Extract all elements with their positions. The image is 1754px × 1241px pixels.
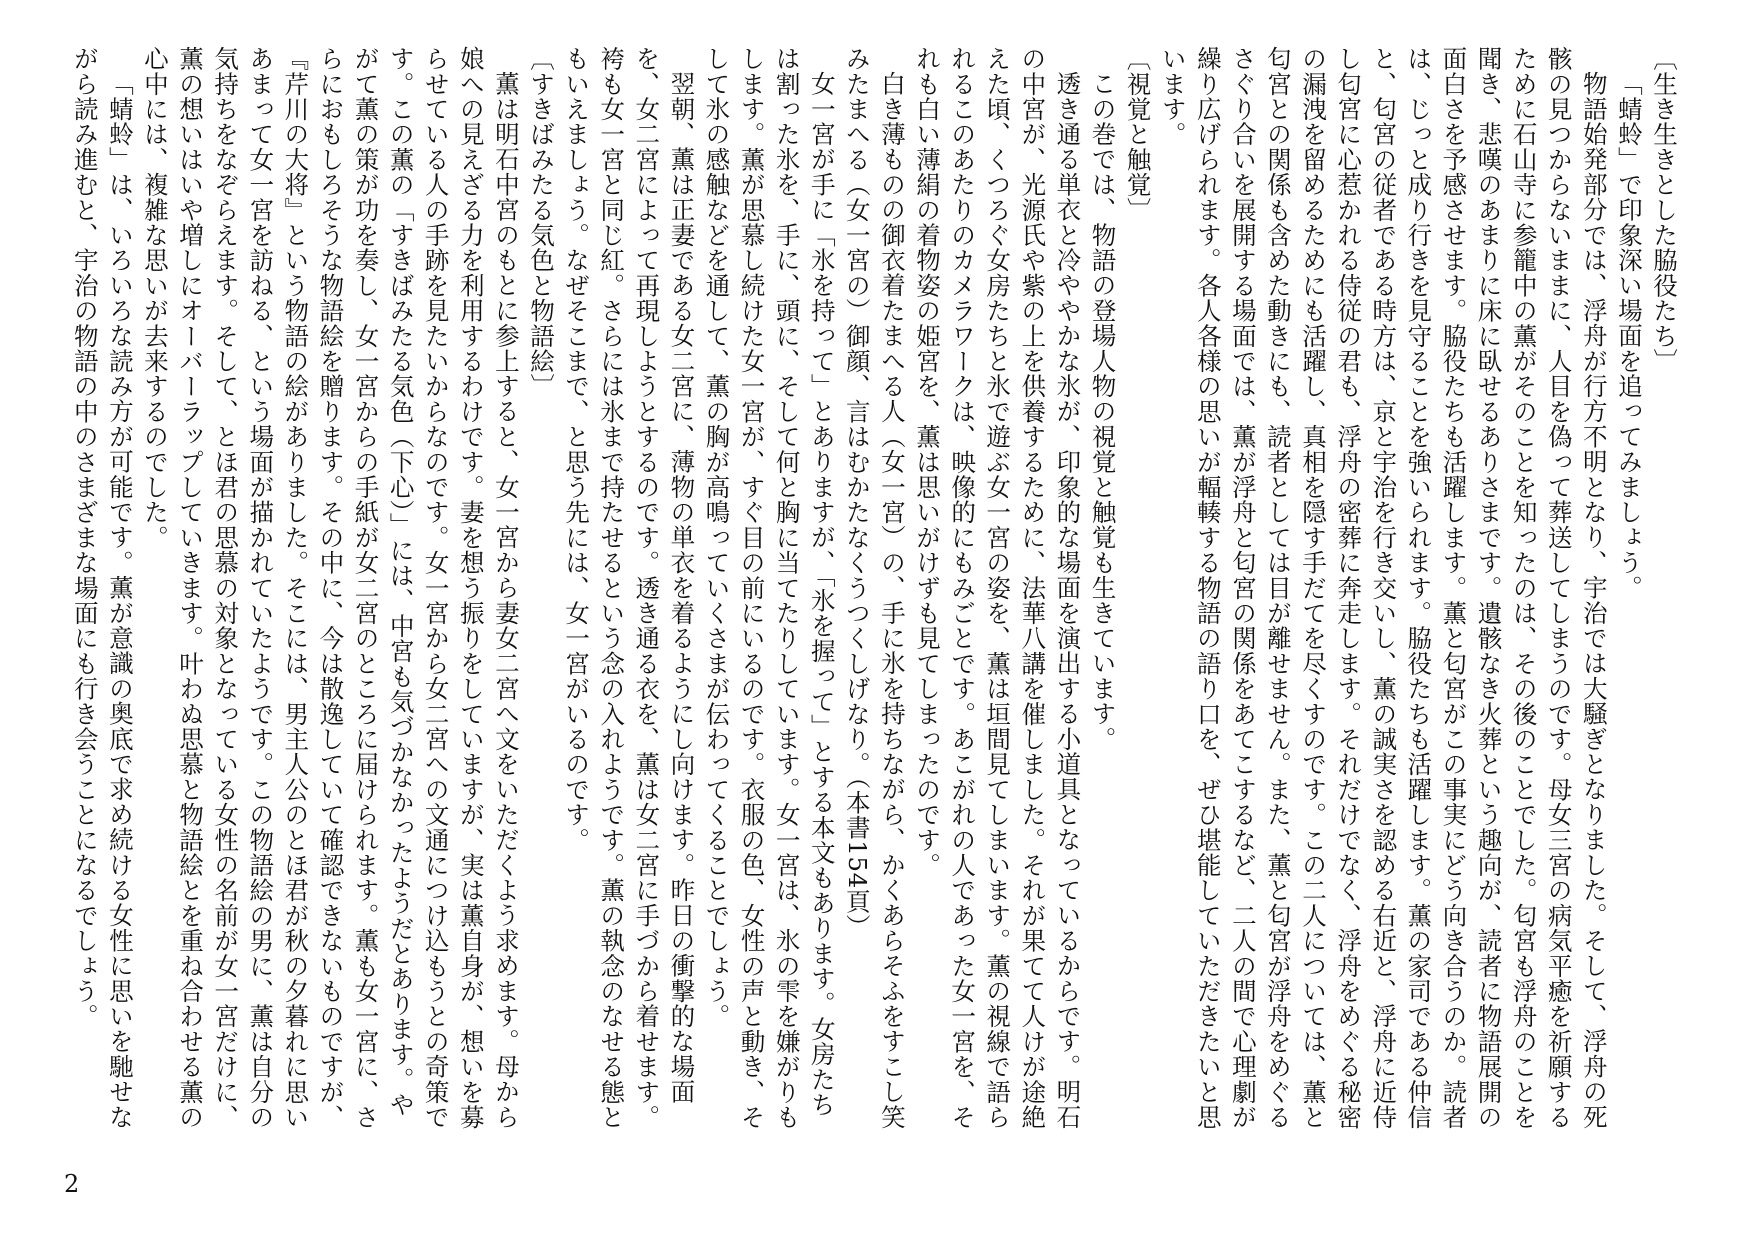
paragraph: 翌朝、薫は正妻である女二宮に、薄物の単衣を着るようにし向けます。昨日の衝撃的な場面を、女二宮によって再現しようとするのです。透き通る衣を、薫は女二宮に手づから着せます。袴も女一宮と同じ紅。さらには氷まで持たせるという念の入れようです。薫の執念のなせる態ともいえましょう。なぜそこまで、と思う先には、女一宮がいるのです。 (562, 46, 697, 1130)
paragraph: 女一宮が手に「氷を持って」とありますが、「氷を握って」とする本文もあります。女房たちは割った氷を、手に、頭に、そして何と胸に当てたりしています。女一宮は、氷の雫を嫌がりもします。薫が思慕し続けた女一宮が、すぐ目の前にいるのです。衣服の色、女性の声と動き、そして氷の感触などを通して、薫の胸が高鳴っていくさまが伝わってくることでしょう。 (702, 46, 837, 1130)
section-heading: 〔生き生きとした脇役たち〕 (1650, 46, 1679, 374)
paragraph: この巻では、物語の登場人物の視覚と触覚も生きています。 (1088, 70, 1118, 751)
paragraph: 「蜻蛉」で印象深い場面を追ってみましょう。 (1614, 70, 1644, 600)
section-supporting-characters (1156, 46, 1682, 1141)
section-heading: 〔すきばみたる気色と物語絵〕 (527, 46, 556, 399)
quotation: 白き薄ものの御衣着たまへる人（女一宮）の、手に氷を持ちながら、かくあらそふをすこし笑みたまへる（女一宮の）御顔、言はむかたなくうつくしげなり。（本書154頁） (842, 46, 907, 1129)
paragraph: 透き通る単衣と冷ややかな氷が、印象的な場面を演出する小道具となっているからです。明石の中宮が、光源氏や紫の上を供養するために、法華八講を催しました。それが果てて人けが途絶えた頃、くつろぐ女房たちと氷で遊ぶ女一宮の姿を、薫は垣間見てしまいます。薫の視線で語られるこのあたりのカメラワークは、映像的にもみごとです。あこがれの人であった女一宮を、それも白い薄絹の着物姿の姫宮を、薫は思いがけずも見てしまったのです。 (913, 46, 1083, 1130)
section-picture-tales (68, 46, 559, 1141)
vertical-text-body (68, 46, 1682, 1176)
paragraph: 物語始発部分では、浮舟が行方不明となり、宇治では大騒ぎとなりました。そして、浮舟の死骸の見つからないままに、人目を偽って葬送してしまうのです。母女三宮の病気平癒を祈願するために石山寺に参籠中の薫がそのことを知ったのは、その後のことでした。匂宮も浮舟のことを聞き、悲嘆のあまりに床に臥せるありさまです。遺骸なき火葬という趣向が、読者に物語展開の面白さを予感させます。脇役たちも活躍します。薫と匂宮がこの事実にどう向き合うのか。読者は、じっと成り行きを見守ることを強いられます。脇役たちも活躍します。薫の家司である仲信と、匂宮の従者である時方は、京と宇治を行き交いし、薫の誠実さを認める右近と、浮舟に近侍し匂宮に心惹かれる侍従の君も、浮舟の密葬に奔走します。それだけでなく、浮舟をめぐる秘密の漏洩を留めるためにも活躍し、真相を隠す手だてを尽くすのです。この二人については、薫と匂宮との関係も含めた動きにも、読者としては目が離せません。また、薫と匂宮が浮舟をめぐるさぐり合いを展開する場面では、薫が浮舟と匂宮の関係をあてこするなど、二人の間で心理劇が繰り広げられます。各人各様の思いが輻輳する物語の語り口を、ぜひ堪能していただきたいと思います。 (1158, 46, 1609, 1130)
section-heading: 〔視覚と触覚〕 (1123, 46, 1153, 223)
section-sight-and-touch (559, 46, 1156, 1141)
paragraph: 「蜻蛉」は、いろいろな読み方が可能です。薫が意識の奥底で求め続ける女性に思いを馳せながら読み進むと、宇治の物語の中のさまざまな場面にも行き会うことになるでしょう。 (70, 46, 135, 1129)
page-number: 2 (64, 1170, 80, 1198)
paragraph: 薫は明石中宮のもとに参上すると、女一宮から妻女二宮へ文をいただくよう求めます。母から娘への見えざる力を利用するわけです。妻を想う振りをしていますが、実は薫自身が、想いを募らせている人の手跡を見たいからなのです。女一宮から女二宮への文通につけ込もうとの奇策です。この薫の「すきばみたる気色（下心）」には、中宮も気づかなかったようだとあります。やがて薫の策が功を奏し、女一宮からの手紙が女二宮のところに届けられます。薫も女一宮に、さらにおもしろそうな物語絵を贈ります。その中に、今は散逸していて確認できないものですが、『芹川の大将』という物語の絵がありました。そこには、男主人公のとほ君が秋の夕暮れに思いあまって女一宮を訪ねる、という場面が描かれていたようです。この物語絵の男に、薫は自分の気持ちをなぞらえます。そして、とほ君の思慕の対象となっている女性の名前が女一宮だけに、薫の想いはいや増しにオーバーラップしていきます。叶わぬ思慕と物語絵とを重ね合わせる薫の心中には、複雑な思いが去来するのでした。 (140, 46, 521, 1130)
